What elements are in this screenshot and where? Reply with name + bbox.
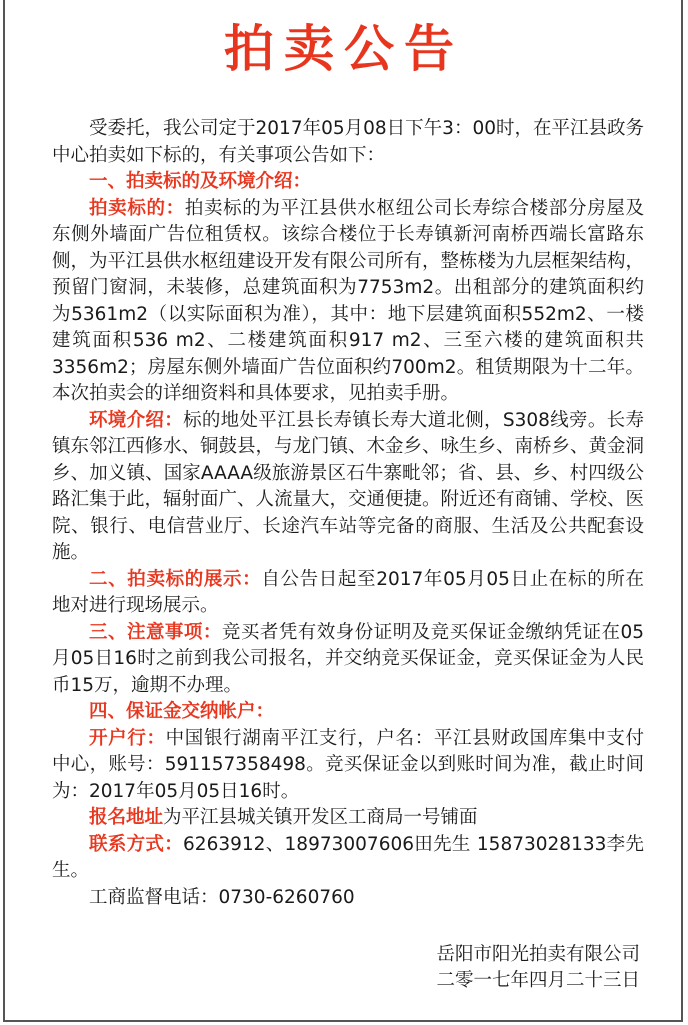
company-name: 岳阳市阳光拍卖有限公司	[436, 944, 640, 965]
registration-label: 报名地址	[89, 807, 164, 828]
section3-text: 竞买者凭有效身份证明及竞买保证金缴纳凭证在05月05日16时之前到我公司报名，并交纳竞买保证金，竞买保证金为人民币15万，逾期不办理。	[52, 621, 644, 696]
bank-label: 开户行：	[89, 727, 166, 749]
section2-text: 自公告日起至2017年05月05日止在标的所在地对进行现场展示。	[52, 568, 644, 616]
lot-label: 拍卖标的：	[89, 197, 185, 219]
signature-block	[436, 942, 640, 994]
env-label: 环境介绍：	[89, 409, 184, 431]
section2-paragraph	[52, 567, 644, 620]
env-paragraph	[52, 408, 644, 567]
bank-text: 中国银行湖南平江支行，户名：平江县财政国库集中支付中心，账号：591157358498。竞买保证金以到账时间为准，截止时间为：2017年05月05日16时。	[52, 727, 644, 802]
notice-body	[52, 116, 644, 911]
contact-text: 6263912、18973007606田先生 15873028133李先生。	[52, 833, 644, 881]
supervision-phone: 工商监督电话：0730-6260760	[89, 886, 355, 908]
registration-text: 为平江县城关镇开发区工商局一号铺面	[163, 807, 478, 828]
env-text: 标的地处平江县长寿镇长寿大道北侧，S308线旁。长寿镇东邻江西修水、铜鼓县，与龙门镇、木金乡、咏生乡、南桥乡、黄金洞乡、加义镇、国家AAAA级旅游景区石牛寨毗邻；省、县、乡、村四级公路汇集于此，辐射面广、人流量大，交通便捷。附近还有商铺、学校、医院、银行、电信营业厅、长途汽车站等完备的商服、生活及公共配套设施。	[52, 409, 645, 563]
section1-heading: 一、拍卖标的及环境介绍：	[89, 171, 312, 192]
lot-text: 拍卖标的为平江县供水枢纽公司长寿综合楼部分房屋及东侧外墙面广告位租赁权。该综合楼位于长寿镇新河南桥西端长富路东侧，为平江县供水枢纽建设开发有限公司所有，整栋楼为九层框架结构，预留门窗洞，未装修，总建筑面积为7753m2。出租部分的建筑面积约为5361m2（以实际面积为准），其中：地下层建筑面积552m2、一楼建筑面积536 m2、二楼建筑面积917 m2、三至六楼的建筑面积共3356m2；房屋东侧外墙面广告位面积约700m2。租赁期限为十二年。本次拍卖会的详细资料和具体要求，见拍卖手册。	[52, 197, 645, 404]
signature-date: 二零一七年四月二十三日	[436, 970, 640, 991]
section2-heading: 二、拍卖标的展示：	[89, 568, 262, 590]
intro-paragraph: 受委托，我公司定于2017年05月08日下午3：00时，在平江县政务中心拍卖如下标的，有关事项公告如下：	[52, 118, 644, 166]
section3-paragraph	[52, 620, 644, 700]
contact-label: 联系方式：	[89, 833, 184, 855]
lot-paragraph	[52, 196, 644, 408]
bank-paragraph	[52, 726, 644, 806]
section4-heading: 四、保证金交纳帐户：	[89, 701, 275, 722]
contact-paragraph	[52, 832, 644, 885]
page-title: 拍卖公告	[224, 20, 464, 78]
registration-paragraph	[52, 805, 644, 832]
section3-heading: 三、注意事项：	[89, 621, 222, 643]
